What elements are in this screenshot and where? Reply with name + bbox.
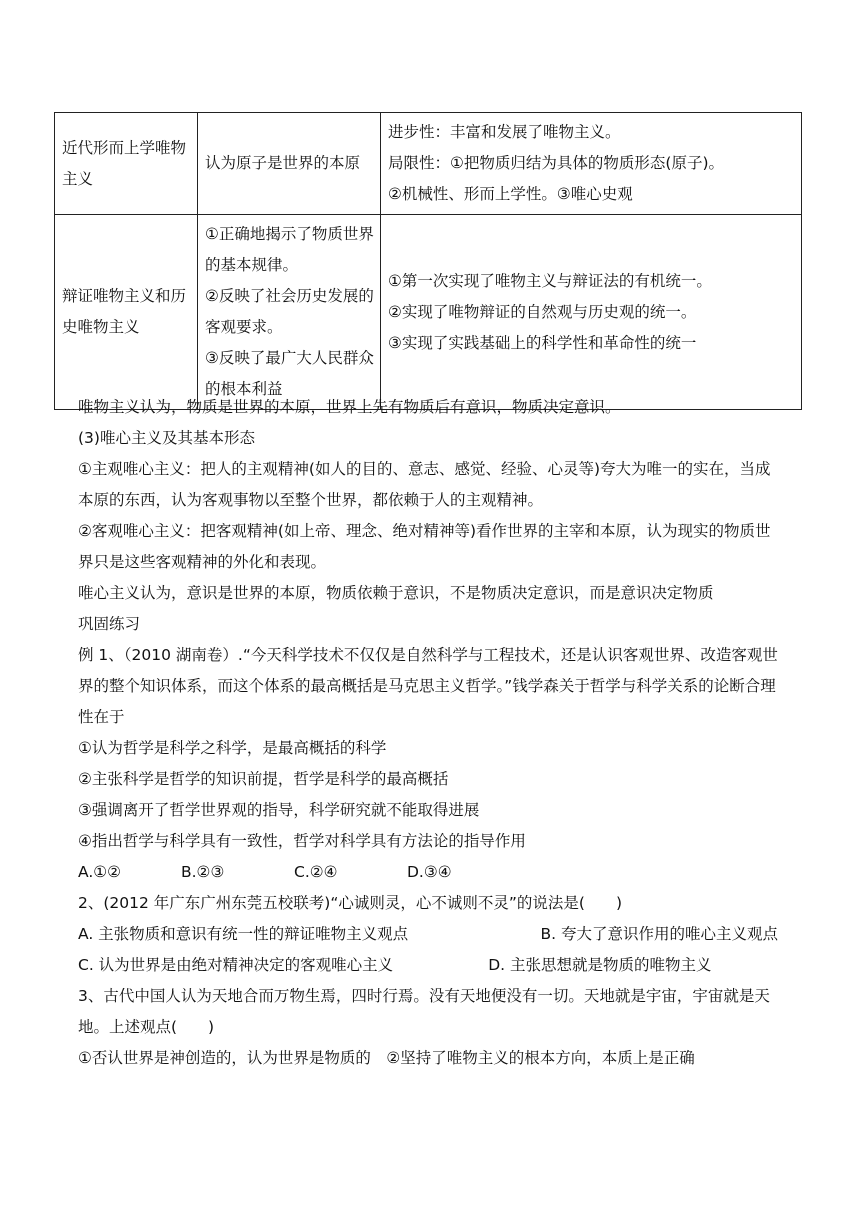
statement: ③强调离开了哲学世界观的指导，科学研究就不能取得进展 — [78, 801, 480, 819]
evaluation-line: ①第一次实现了唯物主义与辩证法的有机统一。 — [388, 271, 712, 290]
paragraph: 唯物主义认为，物质是世界的本原，世界上先有物质后有意识，物质决定意识。 — [78, 398, 621, 416]
evaluation-line: ③实现了实践基础上的科学性和革命性的统一 — [388, 333, 697, 352]
philosophy-table — [54, 112, 802, 410]
answer-options — [78, 857, 778, 888]
table-cell-evaluation — [381, 215, 802, 410]
evaluation-line: ②机械性、形而上学性。③唯心史观 — [388, 185, 633, 203]
option-d: D.③④ — [407, 863, 452, 881]
evaluation-line: 局限性：①把物质归结为具体的物质形态(原子)。 — [388, 154, 724, 172]
option-d: D. 主张思想就是物质的唯物主义 — [488, 956, 712, 974]
statement: ④指出哲学与科学具有一致性，哲学对科学具有方法论的指导作用 — [78, 832, 526, 850]
paragraph: ①主观唯心主义：把人的主观精神(如人的目的、意志、感觉、经验、心灵等)夸大为唯一的实在，当成本原的东西，认为客观事物以至整个世界，都依赖于人的主观精神。 — [78, 460, 771, 509]
statement: ①认为哲学是科学之科学，是最高概括的科学 — [78, 739, 387, 757]
option-b: B. 夸大了意识作用的唯心主义观点 — [540, 925, 778, 943]
question-stem: 3、古代中国人认为天地合而万物生焉，四时行焉。没有天地便没有一切。天地就是宇宙，宇宙就是天地。上述观点( ) — [78, 987, 770, 1036]
option-a: A. 主张物质和意识有统一性的辩证唯物主义观点 — [78, 925, 409, 943]
option-c: C. 认为世界是由绝对精神决定的客观唯心主义 — [78, 956, 394, 974]
table-cell-view: 认为原子是世界的本原 — [198, 113, 381, 215]
table-cell-name: 近代形而上学唯物主义 — [55, 113, 198, 215]
statement: ①否认世界是神创造的，认为世界是物质的 ②坚持了唯物主义的根本方向，本质上是正确 — [78, 1049, 695, 1067]
table-cell-view — [198, 215, 381, 410]
option-a: A.①② — [78, 863, 122, 881]
option-b: B.②③ — [181, 863, 225, 881]
body-text — [78, 392, 778, 1074]
answer-options-row — [78, 950, 778, 981]
table-cell-evaluation — [381, 113, 802, 215]
table-row — [55, 113, 802, 215]
option-c: C.②④ — [294, 863, 338, 881]
table-row — [55, 215, 802, 410]
answer-options-row — [78, 919, 778, 950]
view-line: ②反映了社会历史发展的客观要求。 — [205, 287, 374, 336]
table-cell-name: 辩证唯物主义和历史唯物主义 — [55, 215, 198, 410]
question-stem: 2、(2012 年广东广州东莞五校联考)“心诚则灵，心不诚则不灵”的说法是( ) — [78, 894, 622, 912]
statement: ②主张科学是哲学的知识前提，哲学是科学的最高概括 — [78, 770, 449, 788]
section-heading: (3)唯心主义及其基本形态 — [78, 429, 255, 447]
question-stem: 例 1、（2010 湖南卷）.“今天科学技术不仅仅是自然科学与工程技术，还是认识客观世界、改造客观世界的整个知识体系，而这个体系的最高概括是马克思主义哲学。”钱学森关于哲学与科学关系的论断合理性在于 — [78, 646, 778, 726]
paragraph: ②客观唯心主义：把客观精神(如上帝、理念、绝对精神等)看作世界的主宰和本原，认为现实的物质世界只是这些客观精神的外化和表现。 — [78, 522, 771, 571]
view-line: ③反映了最广大人民群众的根本利益 — [205, 349, 374, 398]
view-line: ①正确地揭示了物质世界的基本规律。 — [205, 225, 374, 274]
section-heading: 巩固练习 — [78, 615, 141, 633]
evaluation-line: ②实现了唯物辩证的自然观与历史观的统一。 — [388, 302, 697, 321]
paragraph: 唯心主义认为，意识是世界的本原，物质依赖于意识，不是物质决定意识，而是意识决定物质 — [78, 584, 714, 602]
evaluation-line: 进步性：丰富和发展了唯物主义。 — [388, 123, 621, 141]
